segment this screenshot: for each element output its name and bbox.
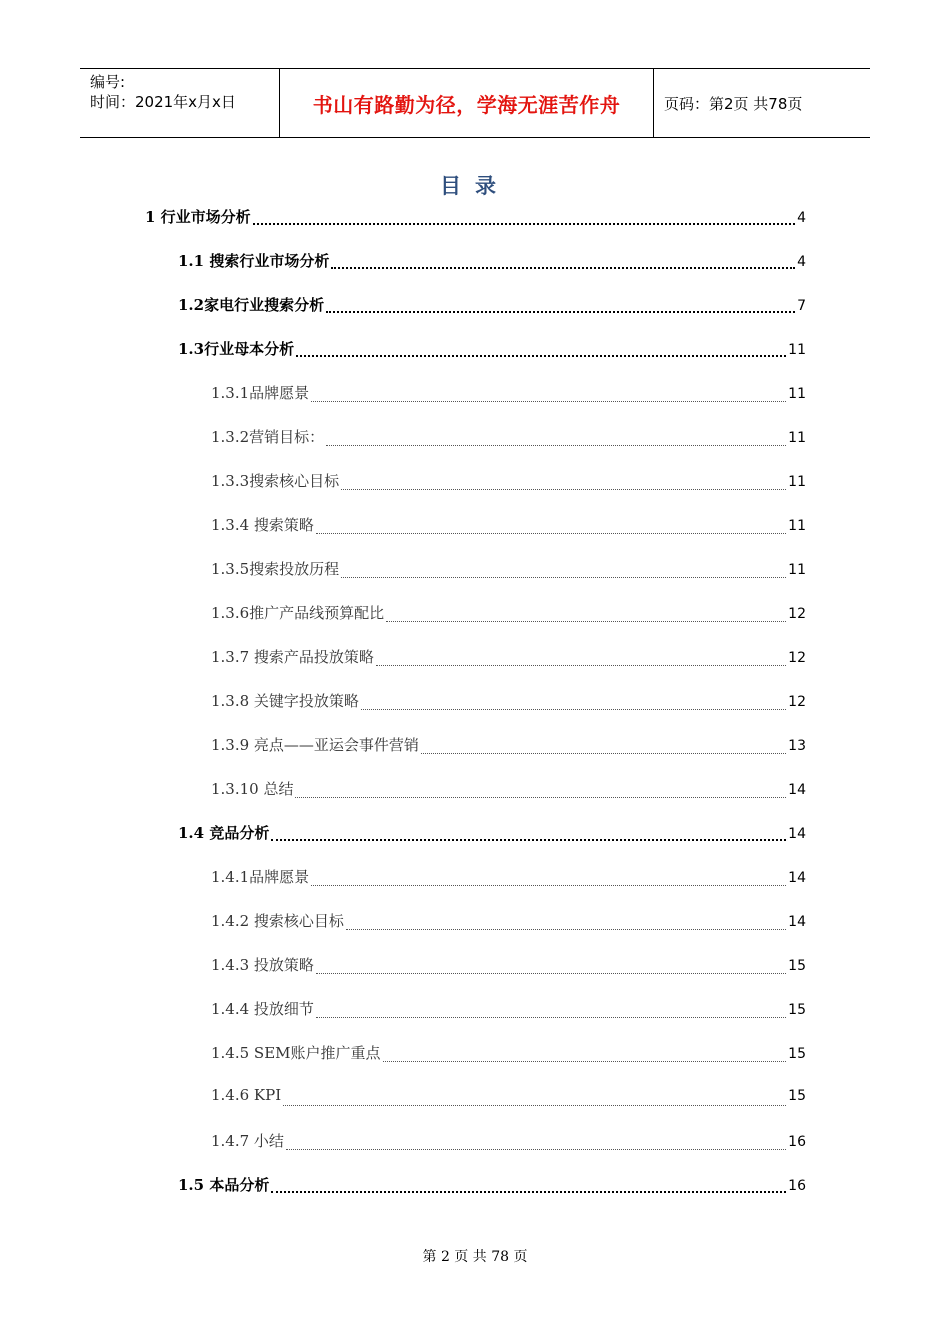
- toc-entry[interactable]: [211, 1042, 806, 1066]
- toc-entry-title: 1 行业市场分析: [145, 208, 251, 226]
- toc-entry-title: 1.3.3搜索核心目标: [211, 472, 340, 490]
- toc-entry-page: 15: [788, 958, 806, 974]
- toc-entry-title: 1.3.9 亮点——亚运会事件营销: [211, 736, 419, 754]
- toc-entry-page: 15: [788, 1046, 806, 1062]
- toc-entry-page: 14: [788, 826, 806, 842]
- toc-entry[interactable]: [211, 910, 806, 934]
- toc-entry-title: 1.4.5 SEM账户推广重点: [211, 1044, 381, 1062]
- toc-entry-page: 4: [797, 210, 806, 226]
- toc-entry-page: 11: [788, 474, 806, 490]
- toc-leader-dots: [295, 783, 786, 798]
- toc-leader-dots: [316, 959, 786, 974]
- toc-entry-page: 11: [788, 342, 806, 358]
- toc-entry[interactable]: [145, 206, 806, 230]
- toc-entry-page: 14: [788, 870, 806, 886]
- toc-entry[interactable]: [211, 778, 806, 802]
- toc-entry-page: 15: [788, 1002, 806, 1018]
- toc-entry[interactable]: [178, 338, 806, 362]
- toc-entry-page: 12: [788, 694, 806, 710]
- toc-entry-title: 1.3.1品牌愿景: [211, 384, 310, 402]
- toc-leader-dots: [286, 1135, 786, 1150]
- toc-title: 目录: [440, 174, 510, 198]
- toc-entry[interactable]: [178, 250, 806, 274]
- toc-entry[interactable]: [211, 1130, 806, 1154]
- toc-entry-page: 16: [788, 1178, 806, 1194]
- toc-entry-page: 11: [788, 518, 806, 534]
- toc-entry-title: 1.4 竞品分析: [178, 824, 270, 842]
- toc-leader-dots: [271, 827, 786, 841]
- toc-entry[interactable]: [211, 1086, 806, 1110]
- toc-entry[interactable]: [211, 646, 806, 670]
- toc-entry[interactable]: [211, 602, 806, 626]
- toc-entry-title: 1.3.8 关键字投放策略: [211, 692, 359, 710]
- toc-entry-page: 4: [797, 254, 806, 270]
- toc-leader-dots: [311, 387, 786, 402]
- toc-entry-title: 1.4.7 小结: [211, 1132, 284, 1150]
- toc-leader-dots: [421, 739, 786, 754]
- toc-leader-dots: [296, 343, 786, 357]
- toc-leader-dots: [326, 431, 786, 446]
- toc-entry-title: 1.4.6 KPI: [211, 1086, 282, 1104]
- toc-entry-title: 1.2家电行业搜索分析: [178, 296, 325, 314]
- toc-entry-page: 11: [788, 386, 806, 402]
- toc-entry[interactable]: [211, 558, 806, 582]
- toc-entry-title: 1.3.4 搜索策略: [211, 516, 314, 534]
- toc-leader-dots: [326, 299, 795, 313]
- toc-entry[interactable]: [178, 1174, 806, 1198]
- toc-leader-dots: [316, 1003, 786, 1018]
- toc-leader-dots: [383, 1047, 787, 1062]
- toc-entry-title: 1.4.4 投放细节: [211, 1000, 314, 1018]
- header-motto: 书山有路勤为径，学海无涯苦作舟: [280, 69, 654, 137]
- toc-entry-page: 16: [788, 1134, 806, 1150]
- toc-entry[interactable]: [211, 954, 806, 978]
- toc-leader-dots: [316, 519, 786, 534]
- toc-entry-page: 14: [788, 914, 806, 930]
- toc-entry-title: 1.4.1品牌愿景: [211, 868, 310, 886]
- toc-entry[interactable]: [211, 690, 806, 714]
- toc-entry[interactable]: [178, 294, 806, 318]
- toc-entry-page: 7: [797, 298, 806, 314]
- toc-entry-page: 15: [788, 1088, 806, 1104]
- toc-entry-title: 1.4.3 投放策略: [211, 956, 314, 974]
- toc-entry[interactable]: [211, 734, 806, 758]
- toc-entry-page: 12: [788, 606, 806, 622]
- toc-entry-page: 14: [788, 782, 806, 798]
- toc-leader-dots: [311, 871, 786, 886]
- toc-entry-page: 12: [788, 650, 806, 666]
- toc-leader-dots: [283, 1091, 786, 1106]
- toc-entry-title: 1.1 搜索行业市场分析: [178, 252, 330, 270]
- page-header: [80, 68, 870, 138]
- toc-entry-title: 1.3行业母本分析: [178, 340, 295, 358]
- toc-entry-page: 11: [788, 562, 806, 578]
- header-page-info: 页码：第2页 共78页: [664, 94, 803, 113]
- toc-entry[interactable]: [211, 382, 806, 406]
- document-number-label: 编号:: [90, 73, 126, 91]
- toc-leader-dots: [331, 255, 795, 269]
- page-footer: 第 2 页 共 78 页: [422, 1249, 528, 1265]
- document-time: 时间：2021年x月x日: [90, 93, 236, 111]
- toc-leader-dots: [386, 607, 786, 622]
- toc-entry-title: 1.4.2 搜索核心目标: [211, 912, 344, 930]
- toc-leader-dots: [346, 915, 786, 930]
- toc-leader-dots: [341, 475, 786, 490]
- toc-entry-title: 1.3.7 搜索产品投放策略: [211, 648, 374, 666]
- toc-entry-page: 11: [788, 430, 806, 446]
- toc-entry[interactable]: [211, 998, 806, 1022]
- toc-entry-page: 13: [788, 738, 806, 754]
- toc-leader-dots: [271, 1179, 786, 1193]
- toc-entry-title: 1.3.6推广产品线预算配比: [211, 604, 385, 622]
- toc-entry[interactable]: [211, 866, 806, 890]
- toc-leader-dots: [376, 651, 786, 666]
- toc-entry-title: 1.3.5搜索投放历程: [211, 560, 340, 578]
- toc-entry[interactable]: [211, 514, 806, 538]
- toc-leader-dots: [341, 563, 786, 578]
- toc-leader-dots: [361, 695, 786, 710]
- toc-entry-title: 1.3.2营销目标：: [211, 428, 325, 446]
- toc-entry[interactable]: [211, 470, 806, 494]
- header-meta: [80, 69, 280, 137]
- toc-entry[interactable]: [211, 426, 806, 450]
- toc-entry-title: 1.5 本品分析: [178, 1176, 270, 1194]
- toc-entry-title: 1.3.10 总结: [211, 780, 294, 798]
- toc-leader-dots: [253, 211, 795, 225]
- toc-entry[interactable]: [178, 822, 806, 846]
